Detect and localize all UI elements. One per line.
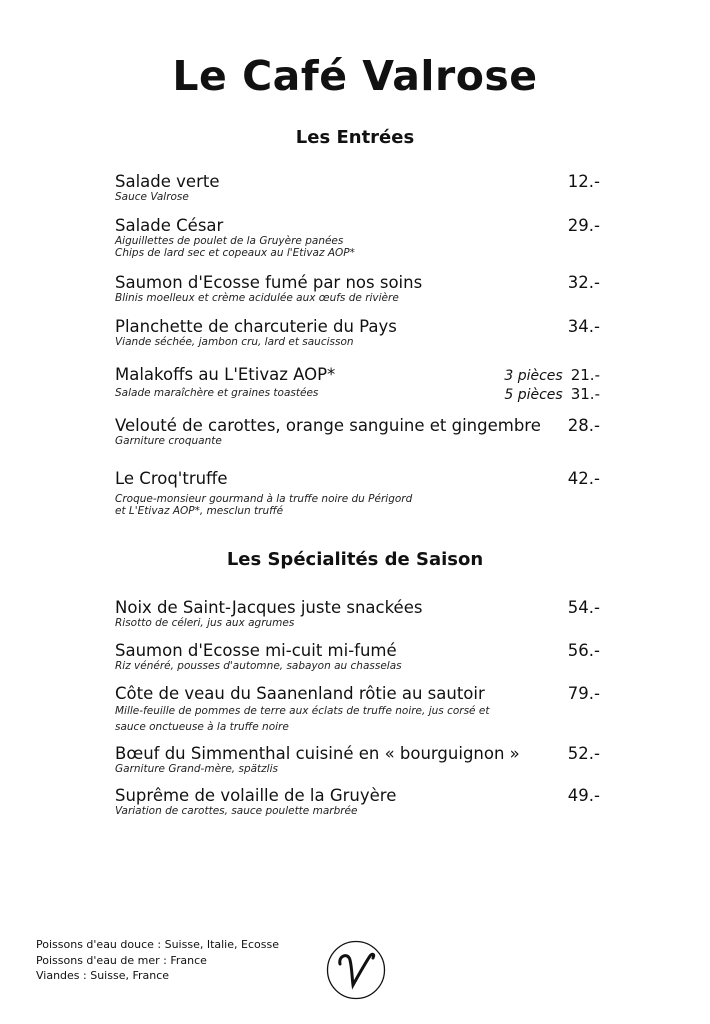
- item-description: sauce onctueuse à la truffe noire: [115, 721, 289, 733]
- item-price: 79.-: [567, 684, 600, 703]
- item-description: Garniture Grand-mère, spätzlis: [115, 763, 278, 775]
- item-price: 52.-: [567, 744, 600, 763]
- item-description: Blinis moelleux et crème acidulée aux œufs de rivière: [115, 292, 399, 304]
- valrose-monogram-logo-icon: [326, 940, 386, 1000]
- item-name: Suprême de volaille de la Gruyère: [115, 786, 397, 805]
- item-description: Variation de carottes, sauce poulette marbrée: [115, 805, 358, 817]
- item-description: Croque-monsieur gourmand à la truffe noire du Périgord: [115, 493, 413, 505]
- item-description: Risotto de céleri, jus aux agrumes: [115, 617, 295, 629]
- item-name: Le Croq'truffe: [115, 469, 228, 488]
- item-description: Viande séchée, jambon cru, lard et saucisson: [115, 336, 354, 348]
- item-description: Garniture croquante: [115, 435, 222, 447]
- menu-item: [115, 172, 600, 203]
- origin-note: Poissons d'eau douce : Suisse, Italie, Ecosse: [36, 938, 279, 951]
- menu-item: [115, 744, 600, 775]
- section-heading-entrees: Les Entrées: [295, 127, 415, 148]
- item-name: Côte de veau du Saanenland rôtie au sautoir: [115, 684, 485, 703]
- item-description: et L'Etivaz AOP*, mesclun truffé: [115, 505, 284, 517]
- origin-note: Poissons d'eau de mer : France: [36, 953, 207, 967]
- restaurant-title: Le Café Valrose: [172, 52, 538, 100]
- menu-item: [115, 416, 600, 447]
- item-name: Saumon d'Ecosse mi-cuit mi-fumé: [115, 641, 397, 660]
- item-price: 42.-: [567, 469, 600, 488]
- option-quantity: 3 pièces: [504, 368, 563, 384]
- item-name: Planchette de charcuterie du Pays: [115, 317, 397, 336]
- item-price: 29.-: [567, 216, 600, 235]
- item-description: Salade maraîchère et graines toastées: [115, 387, 319, 399]
- item-description: Sauce Valrose: [115, 191, 189, 203]
- item-price: 54.-: [567, 598, 600, 617]
- menu-item: [115, 317, 600, 348]
- item-name: Salade verte: [115, 172, 220, 191]
- menu-item: [115, 469, 600, 517]
- menu-item: [115, 684, 600, 735]
- menu-item: [115, 641, 600, 672]
- origin-note: Viandes : Suisse, France: [36, 969, 170, 982]
- item-price: 28.-: [567, 416, 600, 435]
- option-price: 21.-: [570, 366, 600, 384]
- menu-item: [115, 365, 600, 403]
- item-option: [504, 385, 600, 405]
- option-quantity: 5 pièces: [504, 387, 563, 403]
- item-name: Malakoffs au L'Etivaz AOP*: [115, 365, 336, 384]
- item-description: Chips de lard sec et copeaux au l'Etivaz AOP*: [115, 247, 355, 259]
- item-name: Velouté de carottes, orange sanguine et gingembre: [115, 416, 541, 435]
- item-price: 34.-: [567, 317, 600, 336]
- option-price: 31.-: [570, 385, 600, 403]
- item-name: Bœuf du Simmenthal cuisiné en « bourguignon »: [115, 744, 520, 763]
- item-price: 49.-: [567, 786, 600, 805]
- menu-item: [115, 216, 600, 259]
- item-name: Salade César: [115, 216, 224, 235]
- menu-item: [115, 598, 600, 629]
- item-price: 32.-: [567, 273, 600, 292]
- menu-item: [115, 786, 600, 817]
- item-description: Riz vénéré, pousses d'automne, sabayon au chasselas: [115, 660, 402, 672]
- item-price: 12.-: [567, 172, 600, 191]
- item-name: Saumon d'Ecosse fumé par nos soins: [115, 273, 423, 292]
- item-description: Mille-feuille de pommes de terre aux éclats de truffe noire, jus corsé et: [115, 705, 490, 717]
- item-name: Noix de Saint-Jacques juste snackées: [115, 598, 423, 617]
- item-price: 56.-: [567, 641, 600, 660]
- origin-notes: [36, 937, 279, 984]
- section-heading-specialites: Les Spécialités de Saison: [226, 549, 484, 570]
- menu-item: [115, 273, 600, 304]
- item-description: Aiguillettes de poulet de la Gruyère panées: [115, 235, 344, 247]
- item-option: [504, 366, 600, 386]
